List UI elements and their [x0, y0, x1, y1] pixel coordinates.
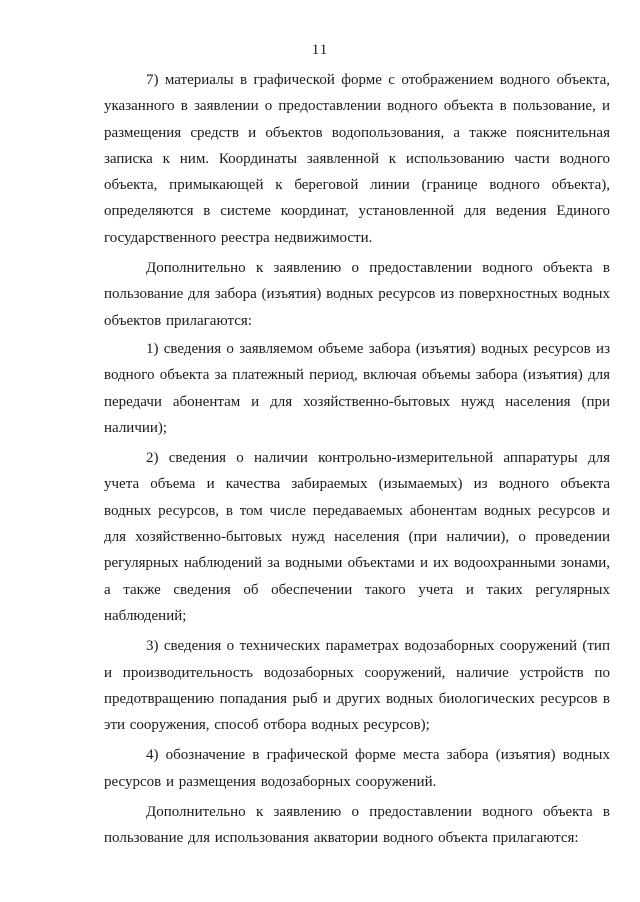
paragraph-item-1-intake-volume: 1) сведения о заявляемом объеме забора (изъятия) водных ресурсов из водного объекта за платежный период, включая объемы забора (изъятия) для передачи абонентам и для хозяйственно-бытовых нужд населения (при наличии); — [104, 340, 610, 436]
document-body — [104, 67, 610, 856]
paragraph-water-intake-attachments-intro: Дополнительно к заявлению о предоставлении водного объекта в пользование для забора (изъятия) водных ресурсов из поверхностных водных объектов прилагаются: — [104, 260, 610, 329]
paragraph-item-3-technical-parameters: 3) сведения о технических параметрах водозаборных сооружений (тип и производительность водозаборных сооружений, наличие устройств по предотвращению попадания рыб и других водных биологических ресурсов в эти сооружения, способ отбора водных ресурсов); — [104, 638, 610, 734]
page-number: 11 — [311, 42, 329, 58]
paragraph-item-2-measuring-equipment: 2) сведения о наличии контрольно-измерительной аппаратуры для учета объема и качества забираемых (изымаемых) из водного объекта водных ресурсов, в том числе передаваемых абонентам водных ресурсов и для хозяйственно-бытовых нужд населения (при наличии), о проведении регулярных наблюдений за водными объектами и их водоохранными зонами, а также сведения об обеспечении такого учета и таких регулярных наблюдений; — [104, 450, 610, 624]
paragraph-item-4-graphic-designation: 4) обозначение в графической форме места забора (изъятия) водных ресурсов и размещения водозаборных сооружений. — [104, 747, 610, 790]
paragraph-item-7-graphic-materials: 7) материалы в графической форме с отображением водного объекта, указанного в заявлении о предоставлении водного объекта в пользование, и размещения средств и объектов водопользования, а также пояснительная записка к ним. Координаты заявленной к использованию части водного объекта, примыкающей к береговой линии (границе водного объекта), определяются в системе координат, установленной для ведения Единого государственного реестра недвижимости. — [104, 72, 610, 246]
paragraph-water-area-attachments-intro: Дополнительно к заявлению о предоставлении водного объекта в пользование для использования акватории водного объекта прилагаются: — [104, 804, 610, 847]
